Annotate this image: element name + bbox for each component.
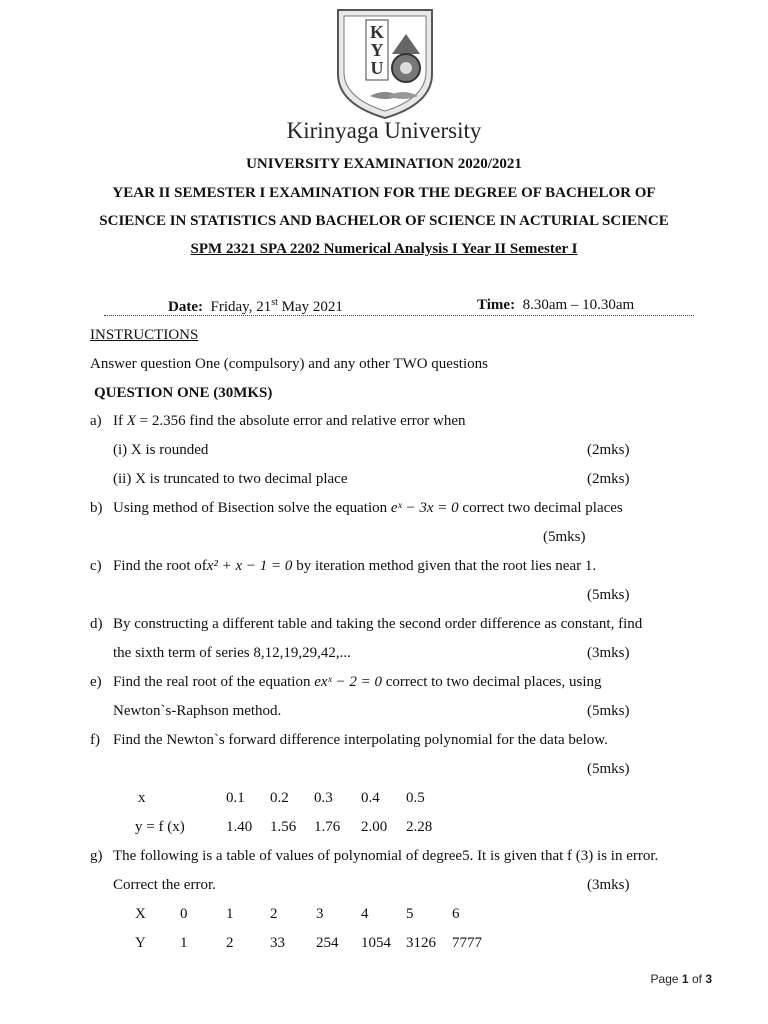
table-g-cell-y: 2: [226, 935, 234, 951]
exam-heading: UNIVERSITY EXAMINATION 2020/2021: [246, 156, 522, 172]
svg-text:U: U: [370, 58, 384, 78]
table-g-cell-y: 7777: [452, 935, 482, 951]
question-b-label: b): [90, 500, 103, 516]
table-g-cell-x: 6: [452, 906, 460, 922]
date-value: Friday, 21st May 2021: [210, 297, 343, 315]
question-a-ii: (ii) X is truncated to two decimal place: [113, 471, 348, 487]
table-g-cell-x: 1: [226, 906, 234, 922]
question-c-label: c): [90, 558, 102, 574]
instructions-title: INSTRUCTIONS: [90, 327, 199, 343]
table-g-cell-x: 3: [316, 906, 324, 922]
question-a-i: (i) X is rounded: [113, 442, 209, 458]
course-title: SPM 2321 SPA 2202 Numerical Analysis I Year II Semester I: [190, 241, 578, 257]
table-g-cell-y: 254: [316, 935, 339, 951]
svg-text:Y: Y: [370, 40, 384, 60]
table-g-cell-x: 4: [361, 906, 369, 922]
question-g-marks: (3mks): [587, 877, 630, 893]
table-f-cell-x: 0.2: [270, 790, 289, 806]
question-a-i-marks: (2mks): [587, 442, 630, 458]
table-g-cell-x: 0: [180, 906, 188, 922]
table-f-cell-x: 0.1: [226, 790, 245, 806]
data-table-g: [0, 906, 768, 956]
university-logo: [330, 4, 440, 122]
table-f-cell-x: 0.5: [406, 790, 425, 806]
question-b-text: Using method of Bisection solve the equation eˣ − 3x = 0 correct two decimal places: [113, 500, 623, 516]
question-c-marks: (5mks): [587, 587, 630, 603]
table-g-cell-x: 2: [270, 906, 278, 922]
question-b-marks: (5mks): [543, 529, 586, 545]
question-e-line2: Newton`s-Raphson method.: [113, 703, 282, 719]
table-g-cell-y: 1: [180, 935, 188, 951]
table-g-cell-x: 5: [406, 906, 414, 922]
table-g-cell-y: 33: [270, 935, 285, 951]
divider: [104, 315, 694, 316]
question-d-line1: By constructing a different table and taking the second order difference as constant, find: [113, 616, 643, 632]
question-f-text: Find the Newton`s forward difference interpolating polynomial for the data below.: [113, 732, 608, 748]
table-f-cell-y: 1.40: [226, 819, 253, 835]
table-g-cell-y: 1054: [361, 935, 391, 951]
table-f-cell-y: 2.28: [406, 819, 433, 835]
table-f-row-label: x: [138, 790, 146, 806]
table-f-cell-y: 2.00: [361, 819, 388, 835]
page-footer: Page 1 of 3: [650, 972, 712, 986]
question-g-label: g): [90, 848, 103, 864]
question-g-line2: Correct the error.: [113, 877, 216, 893]
data-table-f: [0, 790, 768, 840]
question-one-title: QUESTION ONE (30MKS): [94, 385, 273, 401]
svg-text:K: K: [369, 22, 385, 42]
table-f-cell-x: 0.3: [314, 790, 333, 806]
time-value: 8.30am – 10.30am: [522, 297, 635, 313]
exam-time: Time: 8.30am – 10.30am: [477, 297, 635, 313]
question-e-marks: (5mks): [587, 703, 630, 719]
exam-date: Date: Friday, 21st May 2021: [168, 297, 343, 315]
question-e-text: Find the real root of the equation exˣ − 2 = 0 correct to two decimal places, using: [113, 674, 602, 690]
degree-heading-line2: SCIENCE IN STATISTICS AND BACHELOR OF SCIENCE IN ACTURIAL SCIENCE: [99, 213, 669, 229]
table-f-cell-x: 0.4: [361, 790, 380, 806]
question-f-marks: (5mks): [587, 761, 630, 777]
table-g-row-label: Y: [135, 935, 146, 951]
question-c-text: Find the root ofx² + x − 1 = 0 by iteration method given that the root lies near 1.: [113, 558, 597, 574]
question-d-label: d): [90, 616, 103, 632]
table-f-row-label: y = f (x): [135, 819, 185, 835]
instructions-text: Answer question One (compulsory) and any other TWO questions: [90, 356, 488, 372]
question-d-marks: (3mks): [587, 645, 630, 661]
degree-heading-line1: YEAR II SEMESTER I EXAMINATION FOR THE DEGREE OF BACHELOR OF: [112, 185, 656, 201]
table-f-cell-y: 1.76: [314, 819, 341, 835]
question-d-line2: the sixth term of series 8,12,19,29,42,...: [113, 645, 351, 661]
table-g-cell-y: 3126: [406, 935, 436, 951]
question-a-text: If X = 2.356 find the absolute error and relative error when: [113, 413, 466, 429]
table-f-cell-y: 1.56: [270, 819, 297, 835]
university-name: Kirinyaga University: [286, 118, 482, 143]
question-e-label: e): [90, 674, 102, 690]
question-f-label: f): [90, 732, 100, 748]
question-g-line1: The following is a table of values of polynomial of degree5. It is given that f (3) is in error.: [113, 848, 659, 864]
table-g-row-label: X: [135, 906, 146, 922]
question-a-ii-marks: (2mks): [587, 471, 630, 487]
question-a-label: a): [90, 413, 102, 429]
